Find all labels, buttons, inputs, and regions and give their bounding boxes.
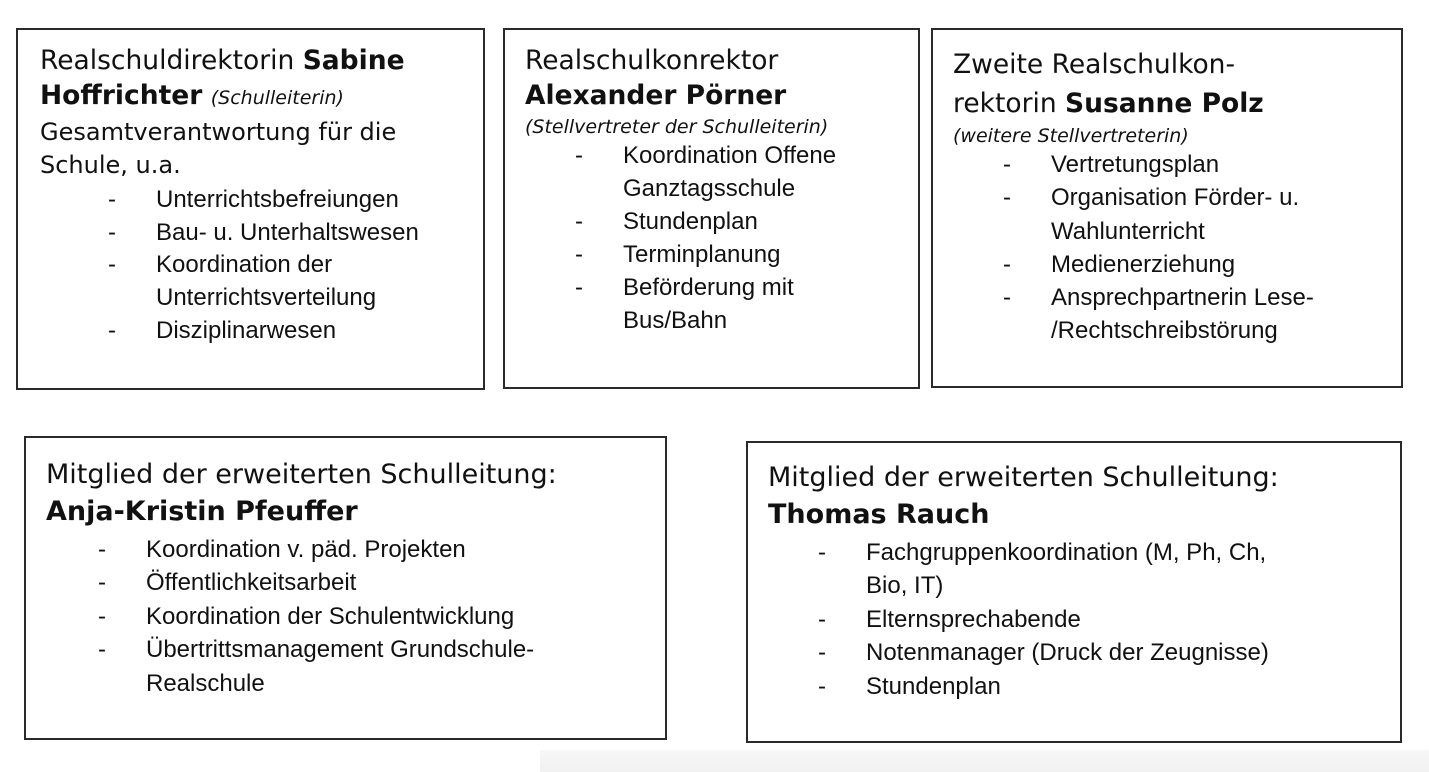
card-erweiterte-schulleitung-pfeuffer	[24, 436, 667, 740]
bottom-shadow	[540, 750, 1429, 772]
task-text: Medienerziehung	[1051, 250, 1236, 278]
role-title: Mitglied der erweiterten Schulleitung:	[768, 462, 1279, 493]
task-item	[525, 139, 918, 205]
task-list	[768, 536, 1400, 704]
task-text: Elternsprechabende	[866, 605, 1081, 633]
dash-bullet: -	[1003, 184, 1011, 212]
task-text: Stundenplan	[623, 208, 758, 236]
dash-bullet: -	[98, 636, 106, 664]
task-text: Koordination der	[156, 251, 333, 279]
task-list	[525, 139, 918, 338]
task-text: Öffentlichkeitsarbeit	[146, 569, 357, 597]
task-item	[768, 536, 1400, 603]
dash-bullet: -	[98, 569, 106, 597]
responsibility-summary	[40, 116, 483, 182]
summary-line: Schule, u.a.	[40, 151, 181, 180]
task-text: Übertrittsmanagement Grundschule-	[146, 636, 535, 664]
task-item	[40, 249, 483, 314]
task-item	[40, 217, 483, 250]
role-title: Mitglied der erweiterten Schulleitung:	[46, 459, 557, 490]
dash-bullet: -	[98, 535, 106, 563]
dash-bullet: -	[108, 251, 116, 279]
task-item	[525, 205, 918, 238]
person-name: Susanne Polz	[1065, 87, 1264, 119]
task-text-cont: Wahlunterricht	[1051, 217, 1205, 245]
task-text: Koordination v. päd. Projekten	[146, 535, 466, 563]
person-name: Anja-Kristin Pfeuffer	[46, 496, 358, 528]
task-text: Stundenplan	[866, 672, 1001, 700]
role-title: Zweite Realschulkon-	[953, 49, 1236, 80]
task-text-cont: /Rechtschreibstörung	[1051, 316, 1278, 344]
task-item	[46, 633, 665, 700]
card-heading	[40, 44, 483, 114]
task-item	[768, 603, 1400, 637]
task-text: Unterrichtsbefreiungen	[156, 186, 399, 214]
task-text: Beförderung mit	[623, 274, 794, 302]
role-note: (weitere Stellvertreterin)	[953, 125, 1189, 148]
task-text: Fachgruppenkoordination (M, Ph, Ch,	[866, 538, 1267, 566]
task-item	[768, 670, 1400, 704]
dash-bullet: -	[818, 538, 826, 566]
task-item	[953, 281, 1401, 347]
role-note: (Schulleiterin)	[210, 86, 344, 109]
task-item	[525, 271, 918, 337]
task-text-cont: Unterrichtsverteilung	[156, 284, 377, 312]
task-text-cont: Bus/Bahn	[623, 307, 728, 335]
card-heading	[768, 459, 1400, 534]
card-heading	[953, 46, 1401, 123]
dash-bullet: -	[575, 208, 583, 236]
task-item	[46, 600, 665, 634]
task-text: Vertretungsplan	[1051, 151, 1220, 179]
task-list	[953, 148, 1401, 347]
dash-bullet: -	[1003, 151, 1011, 179]
dash-bullet: -	[575, 274, 583, 302]
task-item	[40, 315, 483, 348]
task-text-cont: Bio, IT)	[866, 572, 944, 600]
task-list	[46, 533, 665, 701]
task-item	[768, 636, 1400, 670]
task-text: Ansprechpartnerin Lese-	[1051, 283, 1314, 311]
person-name: Alexander Pörner	[525, 79, 787, 111]
dash-bullet: -	[98, 602, 106, 630]
role-note: (Stellvertreter der Schulleiterin)	[525, 115, 829, 138]
card-konrektor	[503, 28, 920, 389]
summary-line: Gesamtverantwortung für die	[40, 117, 397, 146]
dash-bullet: -	[108, 218, 116, 246]
person-name-last: Hoffrichter	[40, 79, 203, 111]
dash-bullet: -	[1003, 250, 1011, 278]
task-text: Disziplinarwesen	[156, 316, 337, 344]
role-title: Realschulkonrektor	[525, 45, 779, 76]
card-schulleiterin	[16, 28, 485, 390]
task-text: Koordination der Schulentwicklung	[146, 602, 515, 630]
task-item	[46, 533, 665, 567]
dash-bullet: -	[818, 639, 826, 667]
card-erweiterte-schulleitung-rauch	[746, 441, 1402, 743]
dash-bullet: -	[1003, 283, 1011, 311]
dash-bullet: -	[575, 141, 583, 169]
task-text: Bau- u. Unterhaltswesen	[156, 218, 419, 246]
person-name: Thomas Rauch	[768, 499, 990, 531]
task-list	[40, 184, 483, 347]
task-text: Organisation Förder- u.	[1051, 184, 1300, 212]
dash-bullet: -	[818, 672, 826, 700]
person-name-first: Sabine	[302, 45, 405, 76]
dash-bullet: -	[818, 605, 826, 633]
task-item	[46, 566, 665, 600]
task-item	[525, 238, 918, 271]
role-title: Realschuldirektorin	[40, 45, 303, 76]
dash-bullet: -	[108, 186, 116, 214]
task-item	[40, 184, 483, 217]
card-heading	[46, 456, 665, 531]
task-text-cont: Ganztagsschule	[623, 175, 796, 203]
task-text-cont: Realschule	[146, 669, 265, 697]
task-item	[953, 181, 1401, 247]
role-title-cont: rektorin	[953, 87, 1066, 119]
task-item	[953, 248, 1401, 281]
dash-bullet: -	[108, 316, 116, 344]
task-text: Terminplanung	[623, 241, 781, 269]
task-item	[953, 148, 1401, 181]
task-text: Koordination Offene	[623, 141, 837, 169]
task-text: Notenmanager (Druck der Zeugnisse)	[866, 639, 1269, 667]
dash-bullet: -	[575, 241, 583, 269]
card-heading	[525, 44, 918, 114]
card-zweite-konrektorin	[931, 28, 1403, 388]
